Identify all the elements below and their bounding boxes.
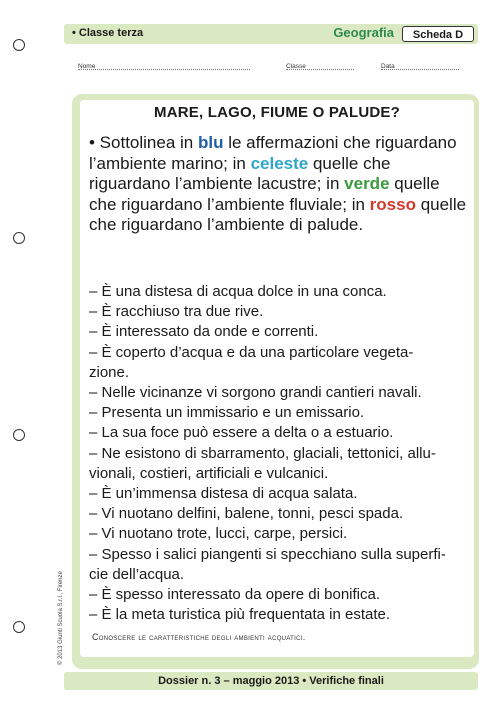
binder-hole — [13, 429, 25, 441]
statement-line[interactable]: – È un’immensa distesa di acqua salata. — [89, 485, 358, 503]
sheet-badge: Scheda D — [402, 26, 474, 42]
color-word-rosso: rosso — [369, 194, 416, 214]
statement-line[interactable]: – È la meta turistica più frequentata in estate. — [89, 606, 391, 624]
binder-hole — [13, 621, 25, 633]
date-label: Data — [381, 63, 395, 70]
statement-line[interactable]: cie dell’acqua. — [89, 565, 185, 583]
statement-line[interactable]: – La sua foce può essere a delta o a estuario. — [89, 424, 394, 442]
statement-line[interactable]: vionali, costieri, artificiali e vulcanici. — [89, 464, 329, 482]
name-label: Nome — [78, 63, 96, 70]
statement-line[interactable]: zione. — [89, 363, 130, 381]
copyright-notice: © 2013 Giunti Scuola S.r.l., Firenze — [58, 571, 64, 665]
statement-line[interactable]: – Spesso i salici piangenti si specchiano sulla superfi- — [89, 545, 446, 563]
footer-bar: Dossier n. 3 – maggio 2013 • Verifiche finali — [64, 672, 478, 690]
exercise-title: MARE, LAGO, FIUME O PALUDE? — [154, 104, 400, 121]
class-field[interactable] — [286, 63, 354, 70]
binder-hole — [13, 39, 25, 51]
statement-line[interactable]: – È racchiuso tra due rive. — [89, 303, 264, 321]
name-field[interactable] — [78, 63, 250, 70]
statement-line[interactable]: – È interessato da onde e correnti. — [89, 323, 319, 341]
statement-line[interactable]: – Ne esistono di sbarramento, glaciali, tettonici, allu- — [89, 444, 436, 462]
class-field-label: Classe — [286, 63, 306, 70]
subject-title: Geografia — [333, 25, 394, 40]
statement-line[interactable]: – È una distesa di acqua dolce in una conca. — [89, 283, 387, 300]
statement-line[interactable]: – Vi nuotano trote, lucci, carpe, persici. — [89, 525, 348, 543]
color-word-blu: blu — [197, 133, 224, 152]
learning-objective: Conoscere le caratteristiche degli ambienti acquatici. — [92, 632, 306, 642]
instruction-text: • Sottolinea in blu le affermazioni che riguardano l’ambiente marino; in celeste quelle che riguardano l’ambiente lacustre; in verde quelle che riguardano l’ambiente fluviale; in rosso quelle che riguardano l’ambiente di palude. — [89, 133, 467, 234]
binder-hole — [13, 232, 25, 244]
statement-line[interactable]: – È spesso interessato da opere di bonifica. — [89, 586, 381, 604]
header-bar — [64, 24, 478, 44]
statement-line[interactable]: – Vi nuotano delfini, balene, tonni, pesci spada. — [89, 505, 404, 523]
date-field[interactable] — [381, 63, 459, 70]
color-word-celeste: celeste — [250, 153, 309, 173]
statement-line[interactable]: – È coperto d’acqua e da una particolare vegeta- — [89, 343, 414, 361]
statement-line[interactable]: – Nelle vicinanze vi sorgono grandi cantieri navali. — [89, 384, 422, 402]
color-word-verde: verde — [344, 174, 390, 193]
statement-line[interactable]: – Presenta un immissario e un emissario. — [89, 404, 365, 422]
statement-list — [89, 282, 470, 625]
class-label: • Classe terza — [72, 27, 144, 39]
